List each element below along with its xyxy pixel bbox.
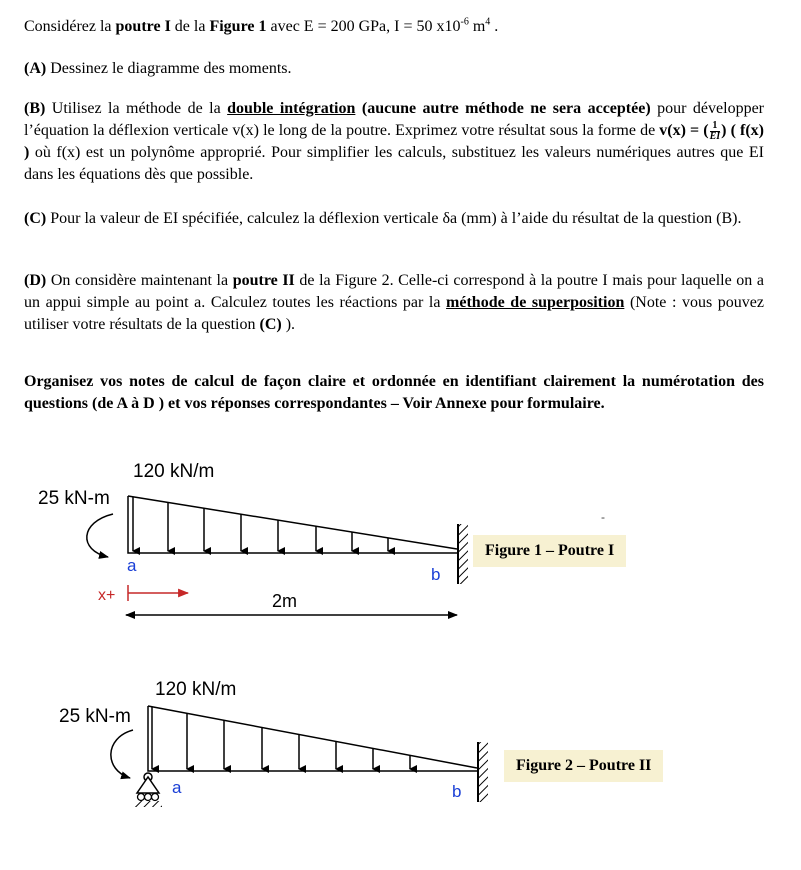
- fraction-numerator: 1: [710, 121, 721, 132]
- intro-exponent: -6: [460, 16, 469, 28]
- question-c-label: (C): [24, 210, 47, 227]
- fig1-moment-arrow: [87, 514, 113, 557]
- figure-2: [59, 679, 488, 807]
- question-b-text: pour développer l’équation la déflexion verticale v(x) le long de la poutre. Exprimez votre résultat sous la forme de: [24, 100, 764, 139]
- question-b-text: où f(x) est un polynôme approprié. Pour simplifier les calculs, substituez les valeurs numériques autres que EI dans les équations dès que possible.: [24, 144, 764, 183]
- question-b-formula: v(x) = (: [659, 122, 709, 139]
- fig2-fixed-support: [478, 742, 488, 802]
- fig2-load-envelope: [148, 706, 477, 768]
- fig2-pin-support: [134, 773, 162, 807]
- question-d-ref: (C): [259, 316, 282, 333]
- question-d-text: On considère maintenant la: [46, 272, 233, 289]
- question-a-text: Dessinez le diagramme des moments.: [46, 60, 292, 77]
- fig2-moment-arrow: [111, 730, 133, 778]
- intro-text: m: [468, 18, 486, 35]
- stray-mark: -: [601, 510, 605, 524]
- intro-text: Considérez la: [24, 18, 116, 35]
- question-b-text: Utilisez la méthode de la: [45, 100, 228, 117]
- fig2-moment-label: 25 kN-m: [59, 706, 131, 727]
- figure-1-caption: Figure 1 – Poutre I: [473, 535, 626, 567]
- question-c-text: Pour la valeur de EI spécifiée, calculez la déflexion verticale δa (mm) à l’aide du résultat de la question (B).: [46, 210, 742, 227]
- question-d-beam-ref: poutre II: [232, 272, 295, 289]
- fig2-load-label: 120 kN/m: [155, 679, 237, 700]
- fig1-axis-label: x+: [98, 587, 116, 604]
- question-d-method: méthode de superposition: [446, 294, 625, 311]
- question-b-label: (B): [24, 100, 46, 117]
- intro-figure-ref: Figure 1: [209, 18, 267, 35]
- figure-2-caption: Figure 2 – Poutre II: [504, 750, 663, 782]
- question-d-text: ).: [281, 316, 296, 333]
- intro-exponent: 4: [485, 16, 491, 28]
- fig1-point-a: a: [127, 556, 137, 575]
- fig1-load-envelope: [128, 496, 457, 549]
- question-a-label: (A): [24, 60, 47, 77]
- question-b-formula: ) ( f(x) ): [24, 122, 765, 161]
- intro-text: de la: [170, 18, 210, 35]
- fraction-denominator: EI: [709, 130, 721, 142]
- fig1-load-arrows: [133, 497, 388, 551]
- question-b-emphasis: (aucune autre méthode ne sera acceptée): [361, 100, 651, 117]
- fig2-point-a: a: [172, 778, 182, 797]
- fig2-load-arrows: [152, 707, 410, 769]
- question-d-text: (Note : vous pouvez utiliser votre résultats de la question: [24, 294, 765, 333]
- question-d-label: (D): [24, 272, 47, 289]
- intro-text: .: [490, 18, 499, 35]
- fig1-load-label: 120 kN/m: [133, 461, 215, 482]
- question-b-method: double intégration: [227, 100, 356, 117]
- fig2-point-b: b: [452, 782, 462, 801]
- fig1-moment-label: 25 kN-m: [38, 488, 110, 509]
- question-d-text: de la Figure 2. Celle-ci correspond à la poutre I mais pour laquelle on a un appui simple au point a. Calculez toutes les réactions par la: [24, 272, 764, 311]
- intro-beam-ref: poutre I: [115, 18, 171, 35]
- intro-text: avec E = 200 GPa, I = 50 x10: [266, 18, 461, 35]
- fig1-fixed-support: [458, 524, 468, 584]
- fig1-length-label: 2m: [272, 591, 298, 611]
- fig1-point-b: b: [431, 565, 441, 584]
- instructions: Organisez vos notes de calcul de façon claire et ordonnée en identifiant clairement la numérotation des questions (de A à D ) et vos réponses correspondantes – Voir Annexe pour formulaire.: [24, 373, 764, 412]
